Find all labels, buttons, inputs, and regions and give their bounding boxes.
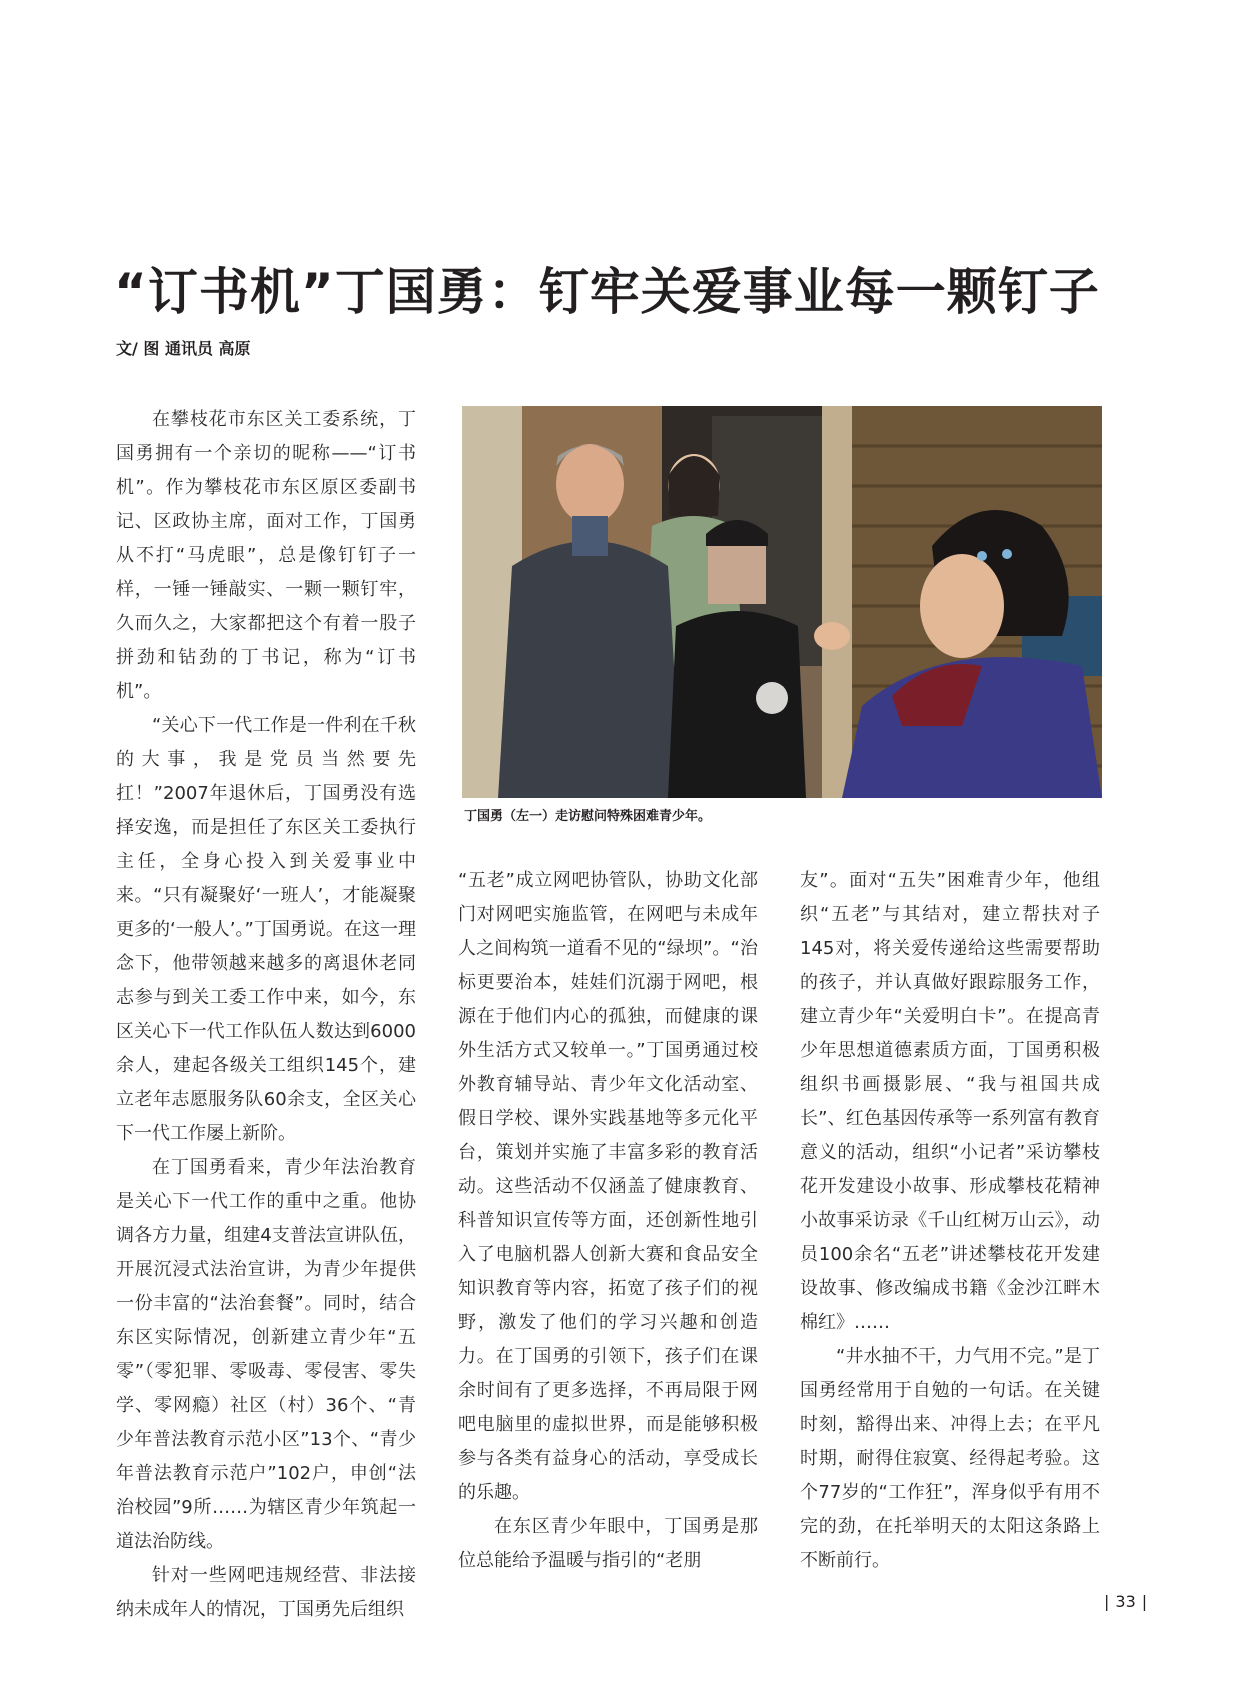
text-column-3 (800, 864, 1100, 1578)
paragraph: 针对一些网吧违规经营、非法接纳未成年人的情况，丁国勇先后组织 (116, 1565, 416, 1620)
paragraph: “井水抽不干，力气用不完。”是丁国勇经常用于自勉的一句话。在关键时刻，豁得出来、冲得上去；在平凡时期，耐得住寂寞、经得起考验。这个77岁的“工作狂”，浑身似乎有用不完的劲，在托举明天的太阳这条路上不断前行。 (800, 1346, 1100, 1571)
paragraph: “五老”成立网吧协管队，协助文化部门对网吧实施监管，在网吧与未成年人之间构筑一道看不见的“绿坝”。“治标更要治本，娃娃们沉溺于网吧，根源在于他们内心的孤独，而健康的课外生活方式又较单一。”丁国勇通过校外教育辅导站、青少年文化活动室、假日学校、课外实践基地等多元化平台，策划并实施了丰富多彩的教育活动。这些活动不仅涵盖了健康教育、科普知识宣传等方面，还创新性地引入了电脑机器人创新大赛和食品安全知识教育等内容，拓宽了孩子们的视野，激发了他们的学习兴趣和创造力。在丁国勇的引领下，孩子们在课余时间有了更多选择，不再局限于网吧电脑里的虚拟世界，而是能够积极参与各类有益身心的活动，享受成长的乐趣。 (458, 870, 758, 1503)
page-number-value: 33 (1115, 1592, 1136, 1611)
photo-illustration (462, 406, 1102, 798)
article-title: “订书机”丁国勇：钉牢关爱事业每一颗钉子 (114, 263, 1100, 321)
text-column-1 (116, 403, 416, 1627)
paragraph: 在丁国勇看来，青少年法治教育是关心下一代工作的重中之重。他协调各方力量，组建4支普法宣讲队伍，开展沉浸式法治宣讲，为青少年提供一份丰富的“法治套餐”。同时，结合东区实际情况，创新建立青少年“五零”（零犯罪、零吸毒、零侵害、零失学、零网瘾）社区（村）36个、“青少年普法教育示范小区”13个、“青少年普法教育示范户”102户，申创“法治校园”9所……为辖区青少年筑起一道法治防线。 (116, 1157, 416, 1552)
paragraph: 在攀枝花市东区关工委系统，丁国勇拥有一个亲切的昵称——“订书机”。作为攀枝花市东区原区委副书记、区政协主席，面对工作，丁国勇从不打“马虎眼”，总是像钉钉子一样，一锤一锤敲实、一颗一颗钉牢，久而久之，大家都把这个有着一股子拼劲和钻劲的丁书记，称为“订书机”。 (116, 409, 416, 702)
photo-caption: 丁国勇（左一）走访慰问特殊困难青少年。 (464, 809, 712, 824)
paragraph: 友”。面对“五失”困难青少年，他组织“五老”与其结对，建立帮扶对子145对，将关爱传递给这些需要帮助的孩子，并认真做好跟踪服务工作，建立青少年“关爱明白卡”。在提高青少年思想道德素质方面，丁国勇积极组织书画摄影展、“我与祖国共成长”、红色基因传承等一系列富有教育意义的活动，组织“小记者”采访攀枝花开发建设小故事、形成攀枝花精神小故事采访录《千山红树万山云》，动员100余名“五老”讲述攀枝花开发建设故事、修改编成书籍《金沙江畔木棉红》…… (800, 870, 1100, 1333)
article-photo (462, 406, 1102, 798)
paragraph: “关心下一代工作是一件利在千秋的大事，我是党员当然要先扛！”2007年退休后，丁国勇没有选择安逸，而是担任了东区关工委执行主任，全身心投入到关爱事业中来。“只有凝聚好‘一班人’，才能凝聚更多的‘一般人’。”丁国勇说。在这一理念下，他带领越来越多的离退休老同志参与到关工委工作中来，如今，东区关心下一代工作队伍人数达到6000余人，建起各级关工组织145个，建立老年志愿服务队60余支，全区关心下一代工作屡上新阶。 (116, 715, 416, 1144)
page-number: | 33 | (1104, 1592, 1148, 1611)
paragraph: 在东区青少年眼中，丁国勇是那位总能给予温暖与指引的“老朋 (458, 1516, 758, 1571)
byline: 文/ 图 通讯员 高原 (116, 339, 251, 358)
text-column-2 (458, 864, 758, 1578)
